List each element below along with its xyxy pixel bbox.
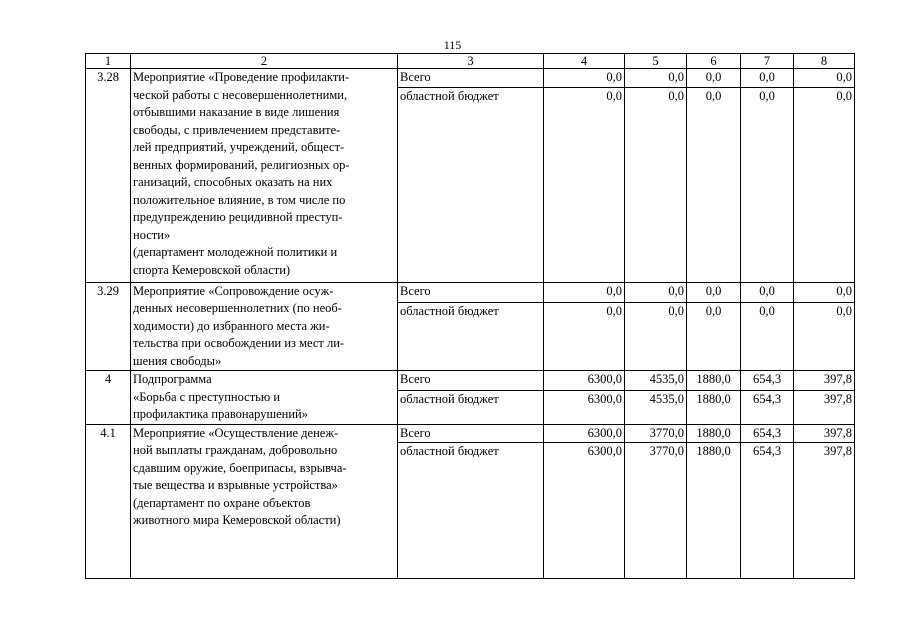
amount-cell: 6300,0 [544,371,625,391]
item-number: 4.1 [86,424,131,579]
column-header: 8 [794,54,855,69]
item-description [131,282,398,371]
amount-cell: 1880,0 [687,424,741,443]
description-line: свободы, с привлечением представите- [133,122,341,137]
amount-cell: 397,8 [794,390,855,424]
table-row [86,69,855,88]
amount-cell: 397,8 [794,424,855,443]
item-number: 3.29 [86,282,131,371]
column-header: 7 [741,54,794,69]
table-row [86,424,855,443]
column-header: 2 [131,54,398,69]
amount-cell: 6300,0 [544,424,625,443]
table-row [86,371,855,391]
amount-cell: 0,0 [741,69,794,88]
amount-cell: 0,0 [625,303,687,371]
amount-cell: 0,0 [794,282,855,303]
amount-cell: 0,0 [741,87,794,282]
amount-cell: 0,0 [794,87,855,282]
description-line: ной выплаты гражданам, добровольно [133,443,338,457]
amount-cell: 0,0 [625,87,687,282]
description-line: ганизаций, способных оказать на них [133,175,333,189]
amount-cell: 1880,0 [687,390,741,424]
funding-source: Всего [398,282,544,303]
amount-cell: 0,0 [687,87,741,282]
description-line: Подпрограмма [133,372,212,386]
funding-source: областной бюджет [398,443,544,579]
description-line: Мероприятие «Сопровождение осуж- [133,283,334,298]
description-line: спорта Кемеровской области) [133,262,291,277]
header-row [86,54,855,69]
funding-source: Всего [398,69,544,88]
amount-cell: 3770,0 [625,443,687,579]
amount-cell: 0,0 [544,282,625,303]
item-number: 3.28 [86,69,131,283]
funding-source: Всего [398,424,544,443]
amount-cell: 0,0 [794,303,855,371]
description-line: Мероприятие «Осуществление денеж- [133,425,339,440]
funding-source: Всего [398,371,544,391]
amount-cell: 0,0 [741,282,794,303]
amount-cell: 6300,0 [544,443,625,579]
description-line: шения свободы» [133,353,222,368]
description-line: ческой работы с несовершеннолетними, [133,87,348,102]
description-line: тельства при освобождении из мест ли- [133,336,345,350]
column-header: 1 [86,54,131,69]
item-description [131,69,398,283]
amount-cell: 6300,0 [544,390,625,424]
amount-cell: 1880,0 [687,443,741,579]
amount-cell: 0,0 [544,87,625,282]
amount-cell: 654,3 [741,443,794,579]
page-number: 115 [443,38,462,52]
funding-source: областной бюджет [398,390,544,424]
budget-table [85,53,855,579]
funding-source: областной бюджет [398,303,544,371]
description-line: денных несовершеннолетних (по необ- [133,301,342,315]
description-line: Мероприятие «Проведение профилакти- [133,70,350,84]
description-line: (департамент по охране объектов [133,495,311,510]
column-header: 3 [398,54,544,69]
amount-cell: 4535,0 [625,390,687,424]
amount-cell: 4535,0 [625,371,687,391]
description-line: (департамент молодежной политики и [133,245,338,259]
amount-cell: 0,0 [544,69,625,88]
description-line: положительное влияние, в том числе по [133,192,346,207]
amount-cell: 3770,0 [625,424,687,443]
amount-cell: 0,0 [794,69,855,88]
description-line: ходимости) до избранного места жи- [133,318,330,333]
amount-cell: 654,3 [741,371,794,391]
description-line: отбывшими наказание в виде лишения [133,105,340,119]
funding-source: областной бюджет [398,87,544,282]
description-line: тые вещества и взрывные устройства» [133,478,338,492]
amount-cell: 0,0 [687,303,741,371]
column-header: 4 [544,54,625,69]
amount-cell: 397,8 [794,443,855,579]
amount-cell: 654,3 [741,424,794,443]
description-line: венных формирований, религиозных ор- [133,157,350,172]
description-line: предупреждению рецидивной преступ- [133,210,343,224]
amount-cell: 0,0 [687,69,741,88]
column-header: 5 [625,54,687,69]
amount-cell: 0,0 [625,282,687,303]
amount-cell: 0,0 [741,303,794,371]
column-header: 6 [687,54,741,69]
amount-cell: 397,8 [794,371,855,391]
amount-cell: 0,0 [687,282,741,303]
amount-cell: 1880,0 [687,371,741,391]
description-line: лей предприятий, учреждений, общест- [133,140,345,154]
description-line: животного мира Кемеровской области) [133,513,341,527]
item-description [131,371,398,425]
table-row [86,282,855,303]
description-line: профилактика правонарушений» [133,407,308,421]
item-number: 4 [86,371,131,425]
description-line: сдавшим оружие, боеприпасы, взрывча- [133,460,347,475]
description-line: ности» [133,227,171,242]
description-line: «Борьба с преступностью и [133,389,281,404]
item-description [131,424,398,579]
amount-cell: 0,0 [544,303,625,371]
amount-cell: 654,3 [741,390,794,424]
amount-cell: 0,0 [625,69,687,88]
